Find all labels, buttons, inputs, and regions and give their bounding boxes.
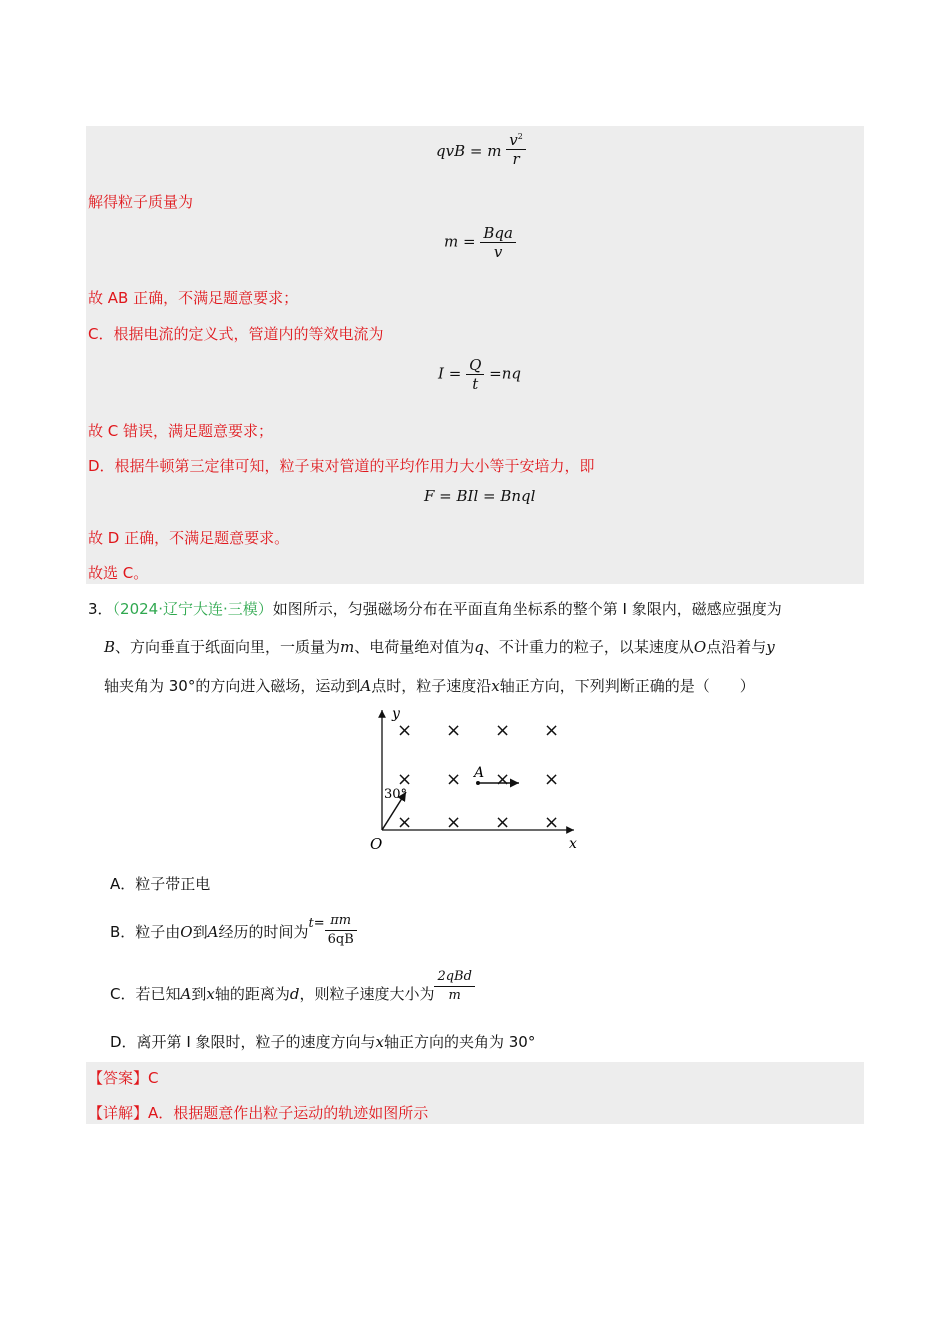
solution-text-c-result: 故 C 错误，满足题意要求； — [88, 422, 274, 440]
detail-text: A．根据题意作出粒子运动的轨迹如图所示 — [148, 1104, 429, 1122]
svg-text:×: × — [544, 812, 560, 833]
point-a-label: A — [474, 765, 485, 781]
answer-line — [88, 1068, 159, 1088]
question-line-3: 轴夹角为 30°的方向进入磁场，运动到A点时，粒子速度沿x轴正方向，下列判断正确的是（ ） — [104, 677, 755, 695]
angle-label: 30° — [384, 787, 408, 802]
option-a: A．粒子带正电 — [110, 875, 211, 893]
x-axis-label: x — [569, 836, 577, 852]
solution-text-c: C．根据电流的定义式，管道内的等效电流为 — [88, 325, 384, 343]
formula-current: I = $\frac{Q}{t}$ =nq — [438, 356, 522, 393]
svg-text:×: × — [397, 720, 413, 741]
question-number: 3． — [88, 600, 113, 618]
solution-text-d-result: 故 D 正确，不满足题意要求。 — [88, 529, 290, 547]
question-source: （2024·辽宁大连·三模） — [112, 600, 273, 618]
svg-text:×: × — [544, 769, 560, 790]
origin-label: O — [370, 835, 383, 853]
detail-line — [88, 1103, 428, 1123]
formula-mass: m = $\frac{\text{Bqa}}{v}$ — [444, 224, 516, 261]
question-line-2: B、方向垂直于纸面向里，一质量为m、电荷量绝对值为q、不计重力的粒子，以某速度从O点沿着与y — [104, 638, 775, 656]
svg-text:×: × — [544, 720, 560, 741]
formula-force: F = BIl = Bnql — [424, 487, 536, 505]
detail-label: 【详解】 — [88, 1104, 149, 1122]
answer-value: C — [148, 1069, 159, 1087]
formula-lorentz: qvB = m $\frac{v^2}{r}$ — [436, 128, 526, 168]
option-b: B．粒子由O到A经历的时间为t= $\frac{\pi m}{6qB}$ — [110, 912, 357, 952]
question-line-1: 3．（2024·辽宁大连·三模）如图所示，匀强磁场分布在平面直角坐标系的整个第 I 象限内，磁感应强度为 — [88, 600, 782, 618]
svg-text:×: × — [446, 720, 462, 741]
svg-text:×: × — [495, 720, 511, 741]
solution-block — [86, 126, 864, 584]
svg-text:×: × — [495, 812, 511, 833]
solution-text-d: D．根据牛顿第三定律可知，粒子束对管道的平均作用力大小等于安培力，即 — [88, 457, 595, 475]
svg-text:×: × — [397, 812, 413, 833]
solution-text-choice: 故选 C。 — [88, 564, 149, 582]
svg-text:×: × — [446, 812, 462, 833]
solution-text-ab: 故 AB 正确，不满足题意要求； — [88, 289, 299, 307]
svg-text:×: × — [495, 769, 511, 790]
option-c: C．若已知A到x轴的距离为d，则粒子速度大小为 $\frac{\text{2qBd}}{m}$ — [110, 968, 475, 1012]
magnetic-field-figure — [364, 704, 594, 854]
svg-text:×: × — [397, 769, 413, 790]
solution-text-mass: 解得粒子质量为 — [88, 193, 194, 211]
y-axis-label: y — [392, 706, 400, 722]
option-d: D．离开第 I 象限时，粒子的速度方向与x轴正方向的夹角为 30° — [110, 1033, 536, 1051]
svg-text:×: × — [446, 769, 462, 790]
answer-label: 【答案】 — [88, 1069, 149, 1087]
